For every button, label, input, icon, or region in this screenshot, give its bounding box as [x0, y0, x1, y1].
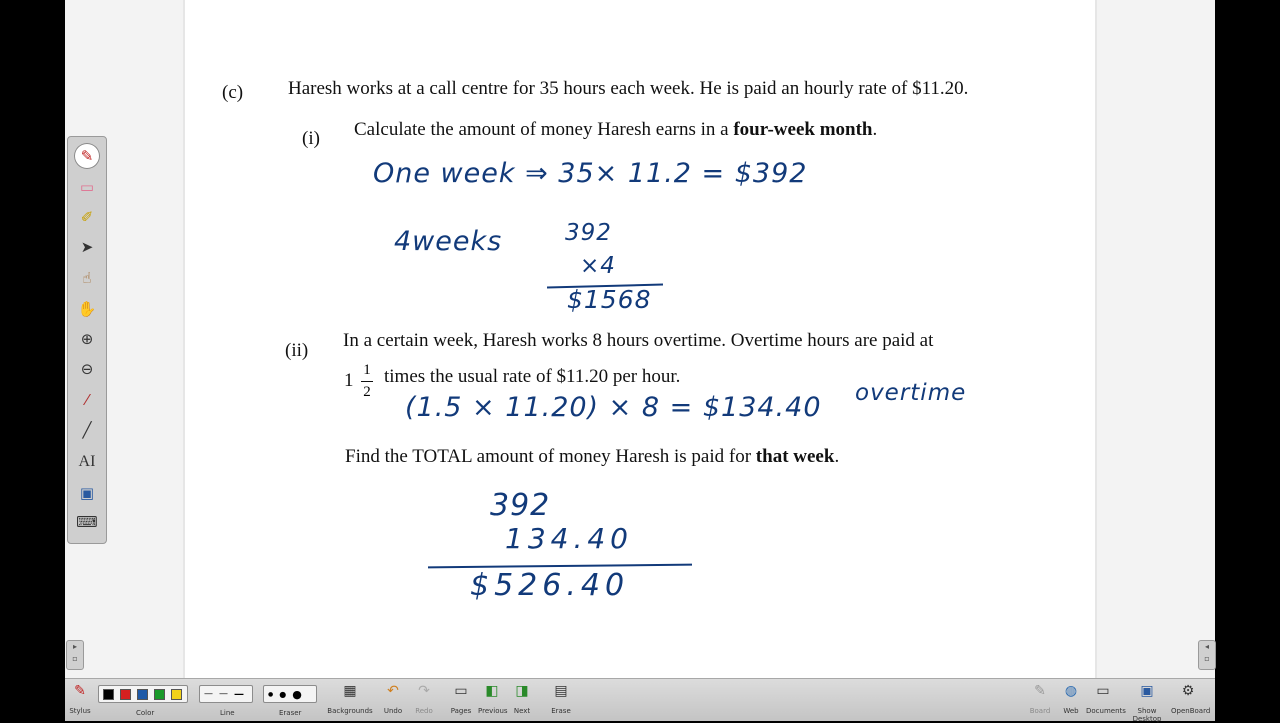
redo-icon: ↷: [418, 683, 430, 699]
undo-icon: ↶: [387, 683, 399, 699]
backgrounds-icon: ▦: [343, 683, 357, 699]
handwritten-sum-result: $526.40: [470, 568, 630, 603]
find-total-text: Find the TOTAL amount of money Haresh is paid for that week.: [345, 446, 840, 467]
handwritten-mult-result: $1568: [567, 285, 652, 314]
capture-icon[interactable]: ▣: [79, 484, 95, 502]
redo-label: Redo: [415, 707, 433, 715]
stylus-icon: ✎: [74, 683, 86, 699]
folder-icon: ▭: [1096, 683, 1110, 699]
part-ii-line2: times the usual rate of $11.20 per hour.: [384, 366, 681, 387]
erase-icon: ▤: [554, 683, 568, 699]
zoom-in-icon[interactable]: ⊕: [80, 330, 94, 348]
text-icon[interactable]: AI: [78, 453, 96, 470]
part-ii-label: (ii): [285, 340, 309, 361]
eraser-small-option[interactable]: ●: [268, 690, 274, 698]
handwritten-four-weeks: 4weeks: [394, 226, 503, 257]
handwritten-one-week: One week ⇒ 35× 11.2 = $392: [373, 158, 808, 189]
line-icon[interactable]: ╱: [82, 421, 92, 439]
backgrounds-button[interactable]: [327, 681, 373, 715]
highlighter-icon[interactable]: ✐: [80, 208, 94, 226]
openboard-button[interactable]: [1171, 681, 1211, 715]
web-label: Web: [1063, 707, 1079, 715]
tool-palette: [67, 136, 107, 544]
eraser-icon[interactable]: ▭: [79, 178, 95, 196]
erase-button[interactable]: [548, 681, 574, 715]
pen-icon[interactable]: ✎: [74, 143, 100, 169]
backgrounds-label: Backgrounds: [327, 707, 373, 715]
color-black-swatch[interactable]: [103, 689, 114, 700]
eraser-large-option[interactable]: ●: [292, 687, 302, 701]
handwritten-mult-top: 392: [565, 220, 612, 246]
handwritten-overtime-word: overtime: [855, 380, 967, 406]
color-label: Color: [136, 709, 155, 717]
keyboard-icon[interactable]: ⌨: [76, 513, 98, 531]
pointer-icon[interactable]: ➤: [80, 238, 94, 256]
handwritten-mult-by: ×4: [580, 253, 616, 279]
documents-label: Documents: [1086, 707, 1126, 715]
handwritten-sum-b: 134.40: [505, 522, 633, 555]
fraction-bar: [361, 381, 373, 382]
board-icon: ✎: [1034, 683, 1046, 699]
undo-label: Undo: [383, 707, 403, 715]
hand-icon[interactable]: ✋: [77, 300, 97, 318]
left-panel-toggle[interactable]: ▸ ▫: [66, 640, 84, 670]
zoom-out-icon[interactable]: ⊖: [80, 360, 94, 378]
canvas-margin-right: [1097, 0, 1215, 678]
eraser-size-picker[interactable]: [263, 685, 317, 703]
fraction-whole: 1: [344, 370, 354, 391]
previous-page-icon: ◧: [485, 683, 499, 699]
pages-icon: ▭: [454, 683, 468, 699]
eraser-label: Eraser: [279, 709, 302, 717]
handwritten-sum-a: 392: [490, 488, 551, 523]
board-label: Board: [1029, 707, 1051, 715]
color-yellow-swatch[interactable]: [171, 689, 182, 700]
color-red-swatch[interactable]: [120, 689, 131, 700]
openboard-label: OpenBoard: [1171, 707, 1211, 715]
next-label: Next: [513, 707, 531, 715]
line-label: Line: [220, 709, 235, 717]
undo-button[interactable]: [380, 681, 406, 715]
previous-button[interactable]: [478, 681, 506, 715]
part-ii-line1: In a certain week, Haresh works 8 hours overtime. Overtime hours are paid at: [343, 330, 934, 351]
eraser-medium-option[interactable]: ●: [279, 689, 287, 699]
line-width-picker[interactable]: [199, 685, 253, 703]
stylus-label: Stylus: [69, 707, 91, 715]
laser-icon[interactable]: ⁄: [85, 391, 89, 409]
monitor-icon: ▣: [1140, 683, 1154, 699]
line-thick-option[interactable]: —: [234, 688, 244, 700]
next-page-icon: ◨: [515, 683, 529, 699]
interact-icon[interactable]: ☝: [82, 269, 92, 287]
web-button[interactable]: [1058, 681, 1084, 715]
part-i-label: (i): [302, 128, 320, 149]
board-button[interactable]: [1027, 681, 1053, 715]
line-thin-option[interactable]: —: [204, 689, 213, 699]
whiteboard-canvas[interactable]: [65, 0, 1215, 720]
pages-button[interactable]: [448, 681, 474, 715]
show-desktop-button[interactable]: [1124, 681, 1170, 723]
show-desktop-label: Show Desktop: [1132, 707, 1162, 723]
next-button[interactable]: [510, 681, 534, 715]
fraction-numerator: 1: [363, 362, 371, 378]
color-picker[interactable]: [98, 685, 188, 703]
document-page: [185, 0, 1095, 720]
redo-button[interactable]: [411, 681, 437, 715]
previous-label: Previous: [478, 707, 508, 715]
right-panel-toggle[interactable]: ◂ ▫: [1198, 640, 1216, 670]
erase-label: Erase: [551, 707, 571, 715]
color-blue-swatch[interactable]: [137, 689, 148, 700]
handwritten-overtime-calc: (1.5 × 11.20) × 8 = $134.40: [405, 392, 822, 423]
stylus-button[interactable]: [68, 681, 92, 715]
part-c-label: (c): [222, 82, 244, 103]
documents-button[interactable]: [1086, 681, 1126, 715]
part-i-text: Calculate the amount of money Haresh earns in a four-week month.: [354, 119, 878, 140]
fraction-denominator: 2: [363, 384, 371, 400]
globe-icon: ◍: [1064, 683, 1078, 699]
line-medium-option[interactable]: —: [219, 689, 228, 699]
pages-label: Pages: [450, 707, 472, 715]
bottom-toolbar: [65, 678, 1215, 721]
color-green-swatch[interactable]: [154, 689, 165, 700]
part-c-text: Haresh works at a call centre for 35 hours each week. He is paid an hourly rate of $11.20.: [288, 78, 969, 99]
gear-icon: ⚙: [1181, 683, 1195, 699]
